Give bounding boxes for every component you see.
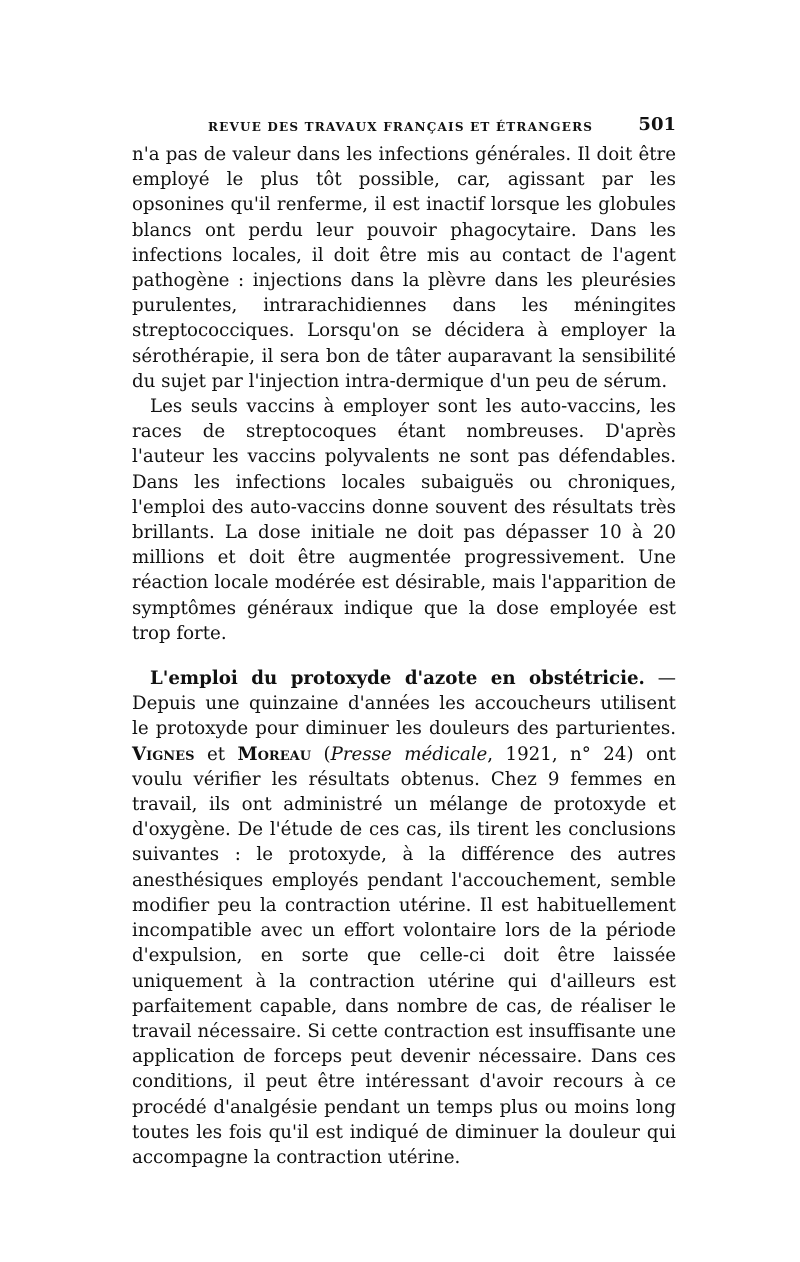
- reference-details: , 1921, n° 24): [487, 743, 634, 765]
- reference-open: (: [311, 743, 331, 765]
- paragraph-vaccins: Les seuls vaccins à employer sont les auto-vaccins, les races de streptocoques étant nombreuses. D'après l'auteur les vaccins polyvalents ne sont pas défendables. Dans les infections locales subaiguës ou chroniques, l'emploi des auto-vaccins donne souvent des résultats très brillants. La dose initiale ne doit pas dépasser 10 à 20 millions et doit être augmentée progressivement. Une réaction locale modérée est désirable, mais l'apparition de symptômes généraux indique que la dose employée est trop forte.: [132, 396, 676, 644]
- page-number: 501: [638, 114, 676, 135]
- paragraph-serotherapy: n'a pas de valeur dans les infections générales. Il doit être employé le plus tôt possible, car, agissant par les opsonines qu'il renferme, il est inactif lorsque les globules blancs ont perdu leur pouvoir phagocytaire. Dans les infections locales, il doit être mis au contact de l'agent pathogène : injections dans la plèvre dans les pleurésies purulentes, intrarachidiennes dans les méningites streptococciques. Lorsqu'on se décidera à employer la sérothérapie, il sera bon de tâter auparavant la sensibilité du sujet par l'injection intra-dermique d'un peu de sérum.: [132, 144, 676, 392]
- author-name: Moreau: [237, 743, 312, 765]
- section-spacer: [132, 646, 676, 666]
- journal-title: Presse médicale: [330, 743, 488, 765]
- running-header: [132, 112, 676, 142]
- author-conjunction: et: [194, 743, 238, 765]
- author-name: Vignes: [132, 743, 195, 765]
- heading-dash: —: [644, 668, 676, 690]
- article-body: ont voulu vérifier les résultats obtenus. Chez 9 femmes en travail, ils ont administré un mélange de protoxyde et d'oxygène. De l'étude de ces cas, ils tirent les conclusions suivantes : le protoxyde, à la différence des autres anesthésiques employés pendant l'accouchement, semble modifier peu la contraction utérine. Il est habituellement incompatible avec un effort volontaire lors de la période d'expulsion, en sorte que celle-ci doit être laissée uniquement à la contraction utérine qui d'ailleurs est parfaitement capable, dans nombre de cas, de réaliser le travail nécessaire. Si cette contraction est insuffisante une application de forceps peut devenir nécessaire. Dans ces conditions, il peut être intéressant d'avoir recours à ce procédé d'analgésie pendant un temps plus ou moins long toutes les fois qu'il est indiqué de diminuer la douleur qui accompagne la contraction utérine.: [132, 743, 676, 1168]
- journal-page: [132, 112, 676, 1170]
- article-protoxyde: [132, 666, 676, 1170]
- article-heading: L'emploi du protoxyde d'azote en obstétricie.: [150, 668, 645, 690]
- running-title: REVUE DES TRAVAUX FRANÇAIS ET ÉTRANGERS: [208, 120, 594, 134]
- article-lead: Depuis une quinzaine d'années les accoucheurs utilisent le protoxyde pour diminuer les douleurs des parturientes.: [132, 693, 676, 740]
